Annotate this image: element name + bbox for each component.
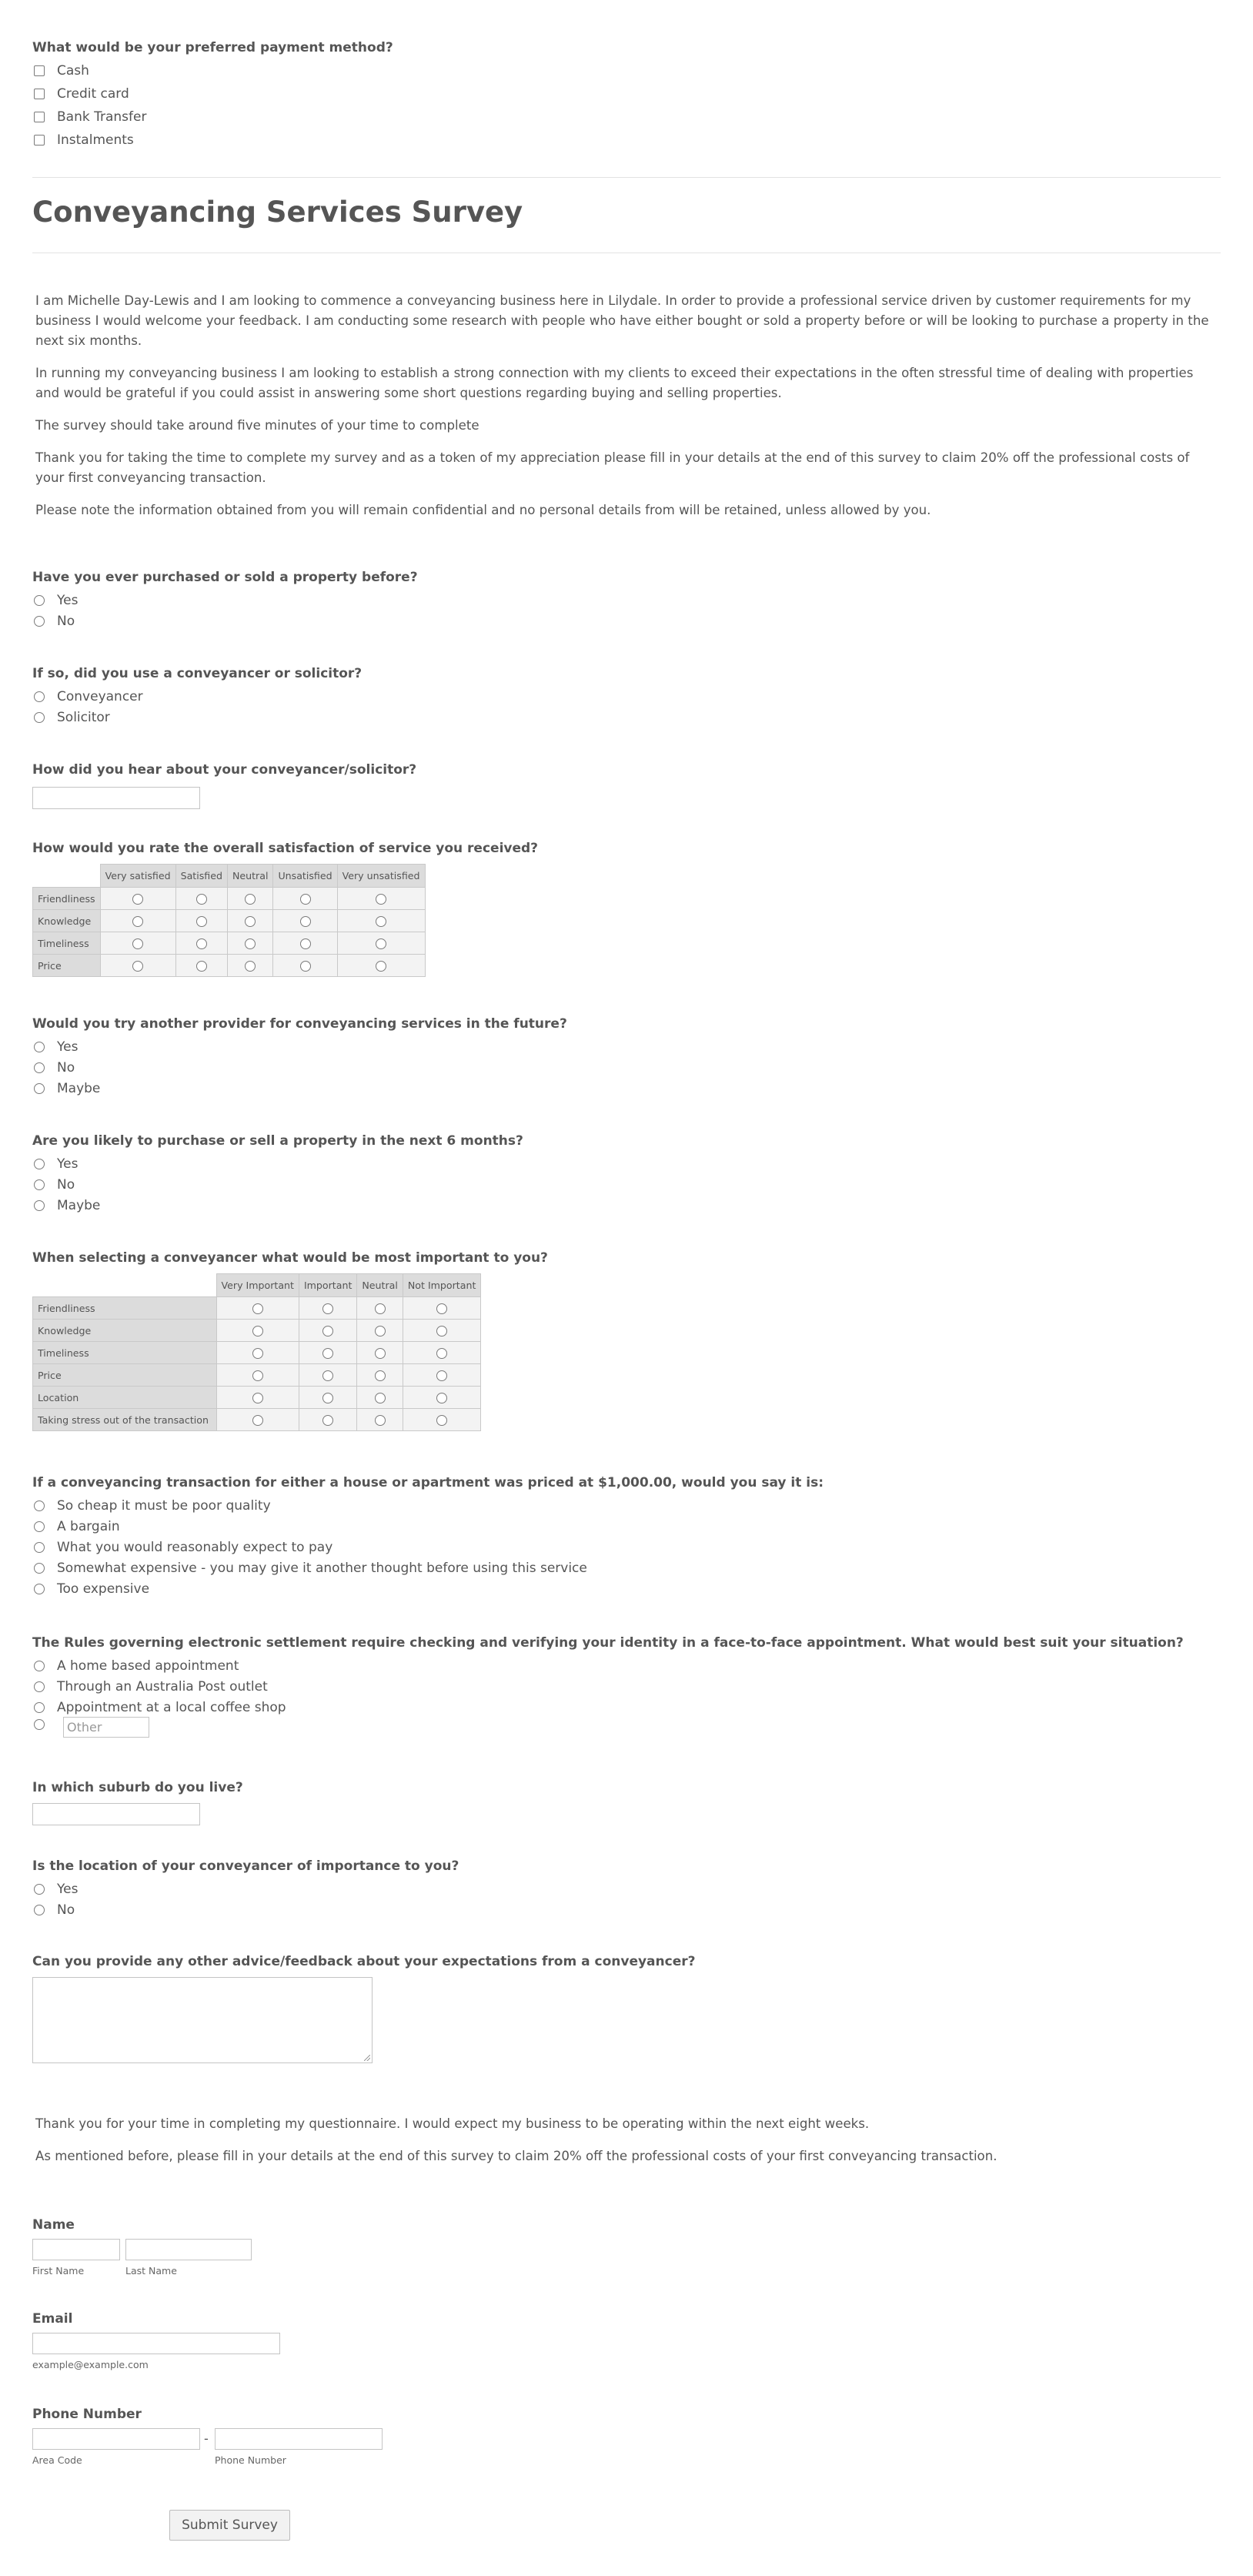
last-name-input[interactable] (125, 2239, 252, 2260)
option-home-appointment[interactable]: A home based appointment (34, 1658, 239, 1674)
table-row (33, 1409, 481, 1431)
radio-button[interactable] (196, 938, 207, 949)
satisfaction-matrix (32, 864, 426, 977)
option-coffee-shop[interactable]: Appointment at a local coffee shop (34, 1700, 286, 1715)
radio-button[interactable] (252, 1326, 263, 1337)
option-conveyancer[interactable]: Conveyancer (34, 689, 143, 704)
radio-button[interactable] (34, 1681, 45, 1692)
option-australia-post[interactable]: Through an Australia Post outlet (34, 1679, 268, 1694)
radio-button[interactable] (132, 938, 143, 949)
radio-button[interactable] (376, 916, 386, 927)
email-hint: example@example.com (32, 2359, 149, 2370)
row-label: Price (33, 955, 101, 977)
option-bargain[interactable]: A bargain (34, 1519, 120, 1534)
question-payment-method: What would be your preferred payment method? (32, 40, 393, 55)
radio-button[interactable] (34, 1200, 45, 1211)
radio-button[interactable] (34, 712, 45, 723)
checkbox[interactable] (34, 89, 45, 99)
checkbox[interactable] (34, 135, 45, 146)
table-row (33, 955, 426, 977)
radio-button[interactable] (34, 616, 45, 627)
resize-grip-icon[interactable] (364, 2055, 370, 2061)
radio-button[interactable] (322, 1326, 333, 1337)
option-too-expensive[interactable]: Too expensive (34, 1581, 149, 1597)
closing-paragraph: Thank you for your time in completing my questionnaire. I would expect my business to be operating within the next eight weeks. (35, 2116, 870, 2131)
option-bank-transfer[interactable]: Bank Transfer (34, 109, 146, 125)
column-header: Very satisfied (100, 865, 175, 888)
option-solicitor[interactable]: Solicitor (34, 710, 110, 725)
radio-button[interactable] (252, 1348, 263, 1359)
checkbox[interactable] (34, 112, 45, 122)
row-label: Taking stress out of the transaction (33, 1409, 217, 1431)
option-no[interactable]: No (34, 1902, 75, 1918)
option-cash[interactable]: Cash (34, 63, 89, 79)
radio-button[interactable] (375, 1303, 386, 1314)
option-yes[interactable]: Yes (34, 593, 78, 608)
first-name-sublabel: First Name (32, 2265, 85, 2277)
radio-button[interactable] (375, 1326, 386, 1337)
radio-button[interactable] (300, 894, 311, 905)
checkbox[interactable] (34, 65, 45, 76)
column-header: Neutral (357, 1274, 403, 1297)
phone-number-sublabel: Phone Number (215, 2454, 286, 2466)
radio-button[interactable] (322, 1370, 333, 1381)
radio-button[interactable] (375, 1393, 386, 1403)
question-suburb: In which suburb do you live? (32, 1780, 243, 1795)
first-name-input[interactable] (32, 2239, 120, 2260)
question-purchased-before: Have you ever purchased or sold a property before? (32, 570, 418, 585)
intro-paragraph: The survey should take around five minutes of your time to complete (35, 418, 479, 433)
radio-button[interactable] (196, 894, 207, 905)
radio-button[interactable] (322, 1303, 333, 1314)
radio-button[interactable] (376, 961, 386, 972)
radio-button[interactable] (34, 1719, 45, 1730)
option-no[interactable]: No (34, 614, 75, 629)
radio-button[interactable] (34, 691, 45, 702)
area-code-input[interactable] (32, 2428, 200, 2450)
name-label: Name (32, 2217, 75, 2233)
question-conveyancer-or-solicitor: If so, did you use a conveyancer or solicitor? (32, 666, 363, 681)
column-header: Not Important (403, 1274, 481, 1297)
row-label: Friendliness (33, 888, 101, 910)
radio-button[interactable] (34, 1062, 45, 1073)
question-another-provider: Would you try another provider for conveyancing services in the future? (32, 1016, 567, 1032)
option-reasonable[interactable]: What you would reasonably expect to pay (34, 1540, 332, 1555)
row-label: Location (33, 1387, 217, 1409)
radio-button[interactable] (300, 938, 311, 949)
radio-button[interactable] (322, 1415, 333, 1426)
last-name-sublabel: Last Name (125, 2265, 177, 2277)
row-label: Timeliness (33, 932, 101, 955)
radio-button[interactable] (34, 1884, 45, 1895)
radio-button[interactable] (245, 961, 256, 972)
column-header: Important (299, 1274, 356, 1297)
radio-button[interactable] (300, 961, 311, 972)
column-header: Neutral (227, 865, 272, 888)
column-header: Very Important (216, 1274, 299, 1297)
submit-survey-button[interactable]: Submit Survey (169, 2510, 290, 2541)
row-label: Knowledge (33, 910, 101, 932)
option-instalments[interactable]: Instalments (34, 132, 134, 148)
table-row (33, 1364, 481, 1387)
radio-button[interactable] (132, 894, 143, 905)
row-label: Price (33, 1364, 217, 1387)
option-yes[interactable]: Yes (34, 1882, 78, 1897)
suburb-input[interactable] (32, 1803, 200, 1825)
radio-button[interactable] (375, 1370, 386, 1381)
radio-button[interactable] (375, 1415, 386, 1426)
table-row (33, 910, 426, 932)
phone-label: Phone Number (32, 2407, 142, 2422)
option-other[interactable] (34, 1717, 149, 1738)
radio-button[interactable] (436, 1348, 447, 1359)
radio-button[interactable] (436, 1393, 447, 1403)
question-price: If a conveyancing transaction for either a house or apartment was priced at $1,000.00, would you say it is: (32, 1475, 824, 1490)
question-location-importance: Is the location of your conveyancer of importance to you? (32, 1858, 459, 1874)
question-feedback: Can you provide any other advice/feedback about your expectations from a conveyancer? (32, 1954, 696, 1969)
option-maybe[interactable]: Maybe (34, 1081, 100, 1096)
radio-button[interactable] (34, 1661, 45, 1671)
option-yes[interactable]: Yes (34, 1156, 78, 1172)
radio-button[interactable] (252, 1303, 263, 1314)
option-no[interactable]: No (34, 1060, 75, 1076)
radio-button[interactable] (34, 595, 45, 606)
table-row (33, 932, 426, 955)
radio-button[interactable] (34, 1500, 45, 1511)
table-row (33, 1297, 481, 1320)
radio-button[interactable] (34, 1702, 45, 1713)
radio-button[interactable] (252, 1370, 263, 1381)
radio-button[interactable] (34, 1563, 45, 1574)
question-settlement: The Rules governing electronic settlement require checking and verifying your identity in a face-to-face appointment. What would best suit your situation? (32, 1635, 1184, 1651)
other-input[interactable]: Other (63, 1717, 149, 1738)
option-credit-card[interactable]: Credit card (34, 86, 129, 102)
intro-paragraph: Please note the information obtained from you will remain confidential and no personal details from will be retained, unless allowed by you. (35, 503, 931, 517)
radio-button[interactable] (436, 1415, 447, 1426)
radio-button[interactable] (132, 916, 143, 927)
question-how-did-you-hear: How did you hear about your conveyancer/solicitor? (32, 762, 417, 778)
question-likely-next-6-months: Are you likely to purchase or sell a property in the next 6 months? (32, 1133, 523, 1149)
radio-button[interactable] (132, 961, 143, 972)
table-row (33, 888, 426, 910)
intro-paragraph: In running my conveyancing business I am looking to establish a strong connection with my clients to exceed their expectations in the often stressful time of dealing with properties and would be grateful if you could assist in answering some short questions regarding buying and selling properties. (35, 366, 1194, 400)
radio-button[interactable] (34, 1179, 45, 1190)
email-label: Email (32, 2311, 73, 2327)
question-importance: When selecting a conveyancer what would be most important to you? (32, 1250, 548, 1266)
column-header: Unsatisfied (273, 865, 337, 888)
column-header: Very unsatisfied (337, 865, 425, 888)
phone-number-input[interactable] (215, 2428, 383, 2450)
hear-about-input[interactable] (32, 787, 200, 809)
radio-button[interactable] (252, 1393, 263, 1403)
option-maybe[interactable]: Maybe (34, 1198, 100, 1213)
page-title: Conveyancing Services Survey (32, 196, 523, 229)
radio-button[interactable] (322, 1348, 333, 1359)
radio-button[interactable] (196, 916, 207, 927)
importance-matrix (32, 1273, 481, 1431)
closing-paragraph: As mentioned before, please fill in your details at the end of this survey to claim 20% off the professional costs of your first conveyancing transaction. (35, 2149, 997, 2163)
row-label: Timeliness (33, 1342, 217, 1364)
radio-button[interactable] (245, 938, 256, 949)
intro-paragraph: Thank you for taking the time to complete my survey and as a token of my appreciation please fill in your details at the end of this survey to claim 20% off the professional costs of your first conveyancing transaction. (35, 450, 1190, 485)
option-poor-quality[interactable]: So cheap it must be poor quality (34, 1498, 271, 1514)
radio-button[interactable] (322, 1393, 333, 1403)
question-satisfaction: How would you rate the overall satisfaction of service you received? (32, 841, 539, 856)
radio-button[interactable] (34, 1905, 45, 1915)
radio-button[interactable] (34, 1159, 45, 1169)
feedback-textarea[interactable] (32, 1977, 373, 2063)
radio-button[interactable] (34, 1042, 45, 1052)
divider (32, 177, 1221, 178)
email-input[interactable] (32, 2333, 280, 2354)
column-header: Satisfied (175, 865, 227, 888)
radio-button[interactable] (245, 916, 256, 927)
radio-button[interactable] (436, 1370, 447, 1381)
intro-paragraph: I am Michelle Day-Lewis and I am looking to commence a conveyancing business here in Lilydale. In order to provide a professional service driven by customer requirements for my business I would welcome your feedback. I am conducting some research with people who have either bought or sold a property before or will be looking to purchase a property in the next six months. (35, 293, 1209, 348)
radio-button[interactable] (376, 894, 386, 905)
radio-button[interactable] (34, 1083, 45, 1094)
radio-button[interactable] (436, 1326, 447, 1337)
table-row (33, 1342, 481, 1364)
radio-button[interactable] (436, 1303, 447, 1314)
option-no[interactable]: No (34, 1177, 75, 1193)
table-row (33, 1320, 481, 1342)
radio-button[interactable] (245, 894, 256, 905)
radio-button[interactable] (34, 1521, 45, 1532)
phone-separator: - (204, 2431, 209, 2446)
row-label: Friendliness (33, 1297, 217, 1320)
option-somewhat-expensive[interactable]: Somewhat expensive - you may give it another thought before using this service (34, 1561, 587, 1576)
radio-button[interactable] (34, 1542, 45, 1553)
row-label: Knowledge (33, 1320, 217, 1342)
radio-button[interactable] (34, 1584, 45, 1594)
radio-button[interactable] (252, 1415, 263, 1426)
radio-button[interactable] (300, 916, 311, 927)
radio-button[interactable] (376, 938, 386, 949)
radio-button[interactable] (196, 961, 207, 972)
option-yes[interactable]: Yes (34, 1039, 78, 1055)
table-row (33, 1387, 481, 1409)
area-code-sublabel: Area Code (32, 2454, 82, 2466)
radio-button[interactable] (375, 1348, 386, 1359)
